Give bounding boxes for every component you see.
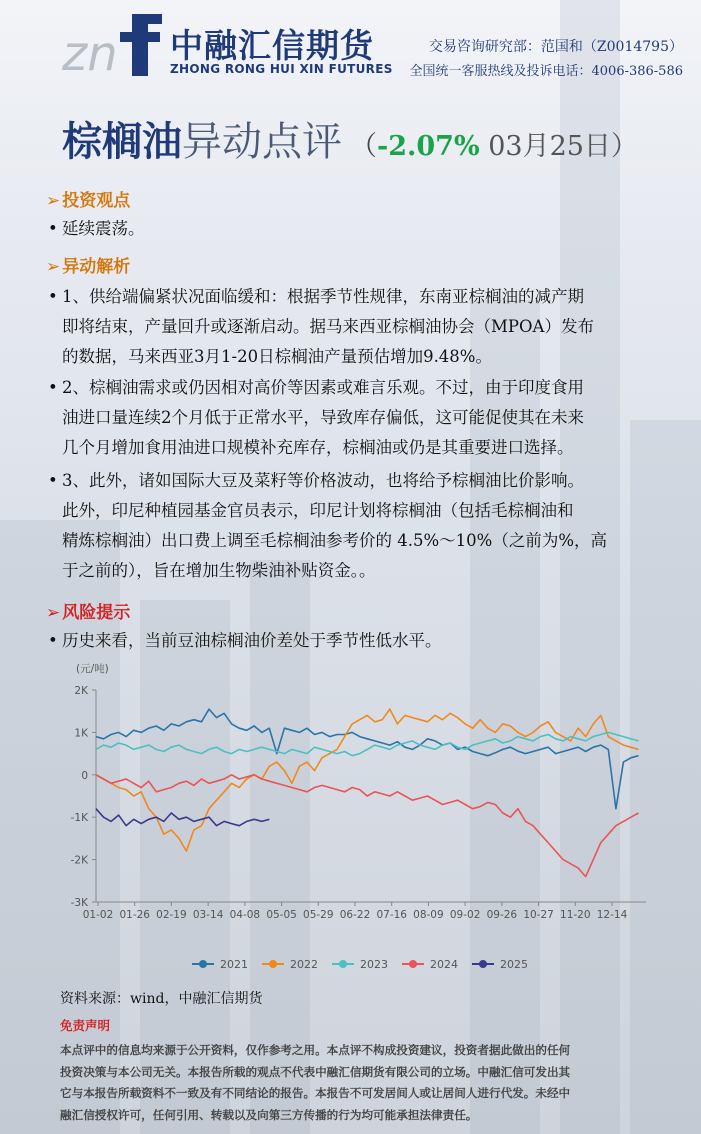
- x-tick-label: 05-05: [266, 909, 297, 921]
- legend-label-2023: 2023: [360, 958, 388, 971]
- bullet-text: 油进口量连续2个月低于正常水平，导致库存偏低，这可能促使其在未来: [62, 408, 584, 427]
- x-tick-label: 09-26: [486, 909, 518, 921]
- price-change: -2.07%: [377, 131, 480, 162]
- bullet-text: 历史来看，当前豆油棕榈油价差处于季节性低水平。: [62, 631, 442, 650]
- x-tick-label: 06-22: [339, 909, 371, 921]
- bullet-text: 即将结束，产量回升或逐渐启动。据马来西亚棕榈油协会（MPOA）发布: [62, 317, 594, 336]
- section-heading-label: 风险提示: [62, 603, 131, 623]
- company-logo-icon: [62, 14, 162, 76]
- legend-label-2025: 2025: [500, 958, 528, 971]
- contact-hotline: 全国统一客服热线及投诉电话：4006-386-586: [409, 64, 683, 79]
- section-heading-risk: [46, 598, 130, 623]
- legend-marker-2024: [409, 960, 417, 968]
- title-paren: （: [350, 131, 377, 162]
- section-heading-view: [46, 186, 130, 211]
- x-tick-label: 10-27: [523, 909, 554, 921]
- bullet-text: 精炼棕榈油）出口费上调至毛棕榈油参考价的 4.5%～10%（之前为%，高: [62, 531, 608, 550]
- title-date: 03月25日）: [479, 131, 638, 162]
- list-item: [48, 282, 658, 372]
- disclaimer-line: 它与本报告所载资料不一致及有不同结论的报告。本报告不可发居间人或让居间人进行代发。未经中: [60, 1086, 571, 1100]
- legend-label-2024: 2024: [430, 958, 458, 971]
- x-tick-label: 01-26: [119, 909, 150, 921]
- x-tick-label: 01-02: [82, 909, 114, 921]
- x-tick-label: 04-08: [229, 909, 261, 921]
- legend-marker-2022: [269, 960, 277, 968]
- disclaimer-body: [60, 1040, 660, 1126]
- spread-chart: [60, 658, 660, 980]
- list-item: [48, 373, 658, 463]
- series-line-2025: [96, 809, 269, 826]
- legend-label-2021: 2021: [220, 958, 248, 971]
- page-title: [62, 118, 638, 174]
- series-line-2024: [96, 775, 639, 877]
- series-line-2023: [96, 732, 639, 755]
- bullet-text: 的数据，马来西亚3月1-20日棕榈油产量预估增加9.48%。: [62, 347, 492, 366]
- x-tick-label: 02-19: [156, 909, 187, 921]
- disclaimer-line: 本点评中的信息均来源于公开资料，仅作参考之用。本点评不构成投资建议，投资者据此做出的任何: [60, 1043, 571, 1057]
- title-main: 棕榈油: [62, 118, 182, 165]
- bullet-text: 此外，印尼种植园基金官员表示，印尼计划将棕榈油（包括毛棕榈油和: [62, 501, 574, 520]
- arrow-right-icon: ➢: [46, 191, 61, 211]
- logo-text-en: ZHONG RONG HUI XIN FUTURES: [170, 62, 393, 76]
- bullet-text: 3、此外，诸如国际大豆及菜籽等价格波动，也将给予棕榈油比价影响。: [62, 471, 584, 490]
- list-item: [48, 626, 658, 656]
- chart-svg: [60, 658, 660, 980]
- list-item: [48, 466, 658, 586]
- data-source: 资料来源：wind，中融汇信期货: [60, 991, 263, 1007]
- y-tick-label: 2K: [74, 685, 88, 697]
- bullet-text: 2、棕榈油需求或仍因相对高价等因素或难言乐观。不过，由于印度食用: [62, 378, 584, 397]
- bullet-text: 几个月增加食用油进口规模补充库存，棕榈油或仍是其重要进口选择。: [62, 438, 574, 457]
- x-tick-label: 11-20: [560, 909, 591, 921]
- legend-marker-2021: [199, 960, 207, 968]
- list-item: [48, 214, 658, 244]
- x-tick-label: 07-16: [376, 909, 407, 921]
- section-heading-analysis: [46, 252, 130, 277]
- bullet-dot-icon: •: [48, 471, 58, 490]
- series-line-2021: [96, 709, 639, 809]
- arrow-right-icon: ➢: [46, 257, 61, 277]
- section-heading-label: 异动解析: [62, 257, 131, 277]
- x-tick-label: 05-29: [303, 909, 334, 921]
- y-tick-label: -2K: [70, 854, 88, 867]
- legend-marker-2023: [339, 960, 347, 968]
- disclaimer-title: 免责声明: [60, 1018, 111, 1033]
- arrow-right-icon: ➢: [46, 603, 61, 623]
- x-tick-label: 12-14: [596, 909, 628, 921]
- y-tick-label: -3K: [70, 897, 88, 909]
- title-sub: 异动点评: [182, 119, 342, 165]
- x-tick-label: 03-14: [192, 909, 224, 921]
- x-tick-label: 09-02: [449, 909, 481, 921]
- bullet-dot-icon: •: [48, 378, 58, 397]
- svg-text:zn: zn: [62, 26, 118, 76]
- series-line-2022: [96, 709, 639, 851]
- contact-researcher: 交易咨询研究部：范国和（Z0014795）: [428, 39, 683, 55]
- logo-text-cn: 中融汇信期货: [170, 26, 374, 65]
- legend-marker-2025: [479, 960, 487, 968]
- bullet-dot-icon: •: [48, 219, 58, 238]
- chart-unit-label: (元/吨): [76, 663, 109, 675]
- y-tick-label: -1K: [70, 812, 88, 825]
- bullet-text: 延续震荡。: [62, 219, 145, 238]
- bullet-dot-icon: •: [48, 631, 58, 650]
- bullet-text: 1、供给端偏紧状况面临缓和：根据季节性规律，东南亚棕榈油的减产期: [62, 287, 584, 306]
- disclaimer-line: 融汇信授权许可，任何引用、转载以及向第三方传播的行为均可能承担法律责任。: [60, 1107, 478, 1122]
- y-tick-label: 1K: [74, 727, 88, 740]
- bullet-dot-icon: •: [48, 287, 58, 306]
- y-tick-label: 0: [81, 769, 88, 782]
- bullet-text: 于之前的），旨在增加生物柴油补贴资金。。: [62, 561, 376, 580]
- disclaimer-line: 投资决策与本公司无关。本报告所载的观点不代表中融汇信期货有限公司的立场。中融汇信可发出其: [60, 1064, 571, 1079]
- x-tick-label: 08-09: [413, 909, 444, 921]
- section-heading-label: 投资观点: [62, 191, 131, 211]
- legend-label-2022: 2022: [290, 958, 318, 971]
